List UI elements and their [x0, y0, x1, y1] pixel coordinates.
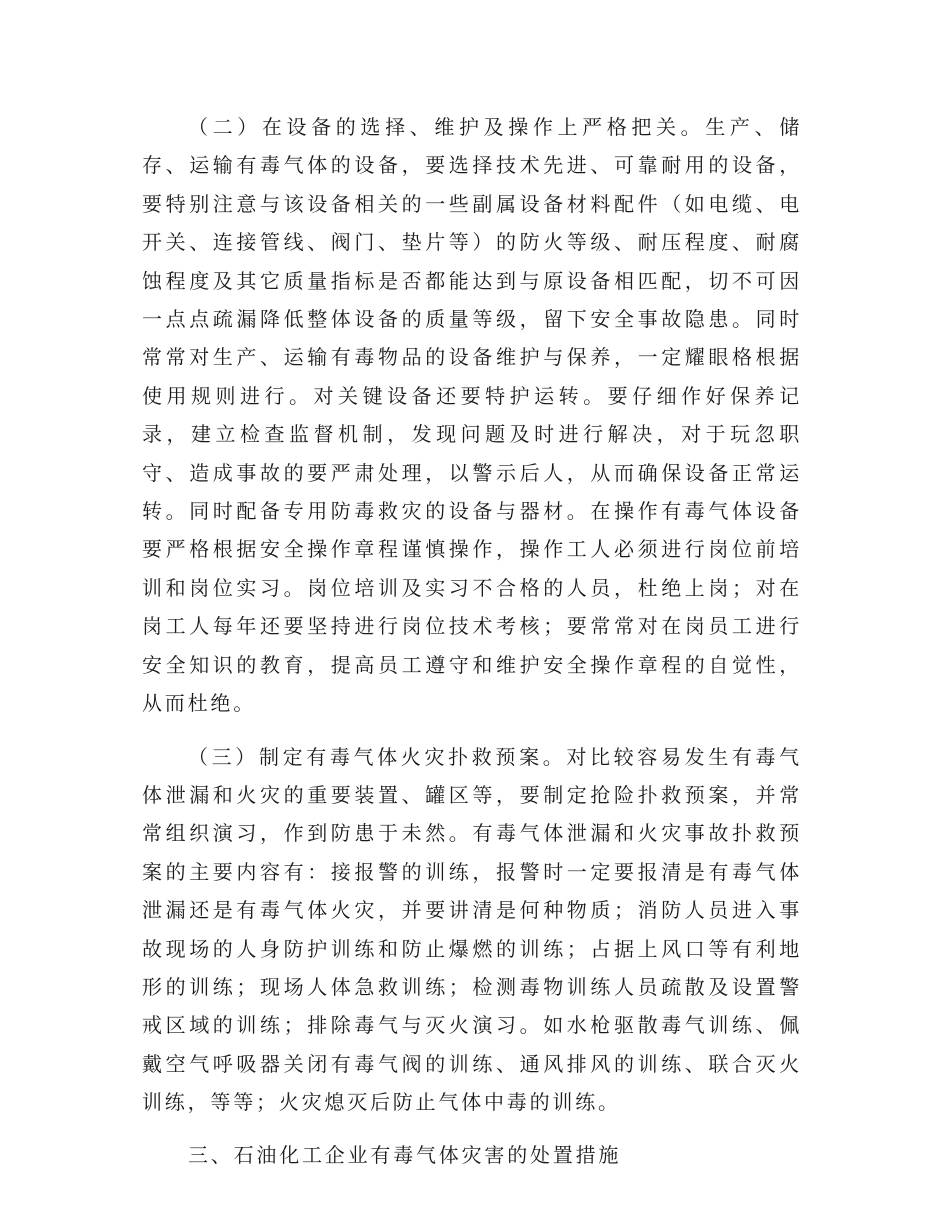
section-heading: 三、石油化工企业有毒气体灾害的处置措施: [188, 1142, 622, 1167]
paragraph-fire-rescue-plan: （三）制定有毒气体火灾扑救预案。对比较容易发生有毒气体泄漏和火灾的重要装置、罐区等，要制定抢险扑救预案，并常常组织演习，作到防患于未然。有毒气体泄漏和火灾事故扑救预案的主要内容有：接报警的训练，报警时一定要报清是有毒气体泄漏还是有毒气体火灾，并要讲清是何种物质；消防人员进入事故现场的人身防护训练和防止爆燃的训练；占据上风口等有利地形的训练；现场人体急救训练；检测毒物训练人员疏散及设置警戒区域的训练；排除毒气与灭火演习。如水枪驱散毒气训练、佩戴空气呼吸器关闭有毒气阀的训练、通风排风的训练、联合灭火训练，等等；火灾熄灭后防止气体中毒的训练。: [142, 744, 802, 1115]
paragraph-equipment-control: （二）在设备的选择、维护及操作上严格把关。生产、储存、运输有毒气体的设备，要选择技术先进、可靠耐用的设备，要特别注意与该设备相关的一些副属设备材料配件（如电缆、电开关、连接管线、阀门、垫片等）的防火等级、耐压程度、耐腐蚀程度及其它质量指标是否都能达到与原设备相匹配，切不可因一点点疏漏降低整体设备的质量等级，留下安全事故隐患。同时常常对生产、运输有毒物品的设备维护与保养，一定耀眼格根据使用规则进行。对关键设备还要特护运转。要仔细作好保养记录，建立检查监督机制，发现问题及时进行解决，对于玩忽职守、造成事故的要严肃处理，以警示后人，从而确保设备正常运转。同时配备专用防毒救灾的设备与器材。在操作有毒气体设备要严格根据安全操作章程谨慎操作，操作工人必须进行岗位前培训和岗位实习。岗位培训及实习不合格的人员，杜绝上岗；对在岗工人每年还要坚持进行岗位技术考核；要常常对在岗员工进行安全知识的教育，提高员工遵守和维护安全操作章程的自觉性，从而杜绝。: [142, 115, 802, 716]
document-body: [142, 108, 802, 1174]
